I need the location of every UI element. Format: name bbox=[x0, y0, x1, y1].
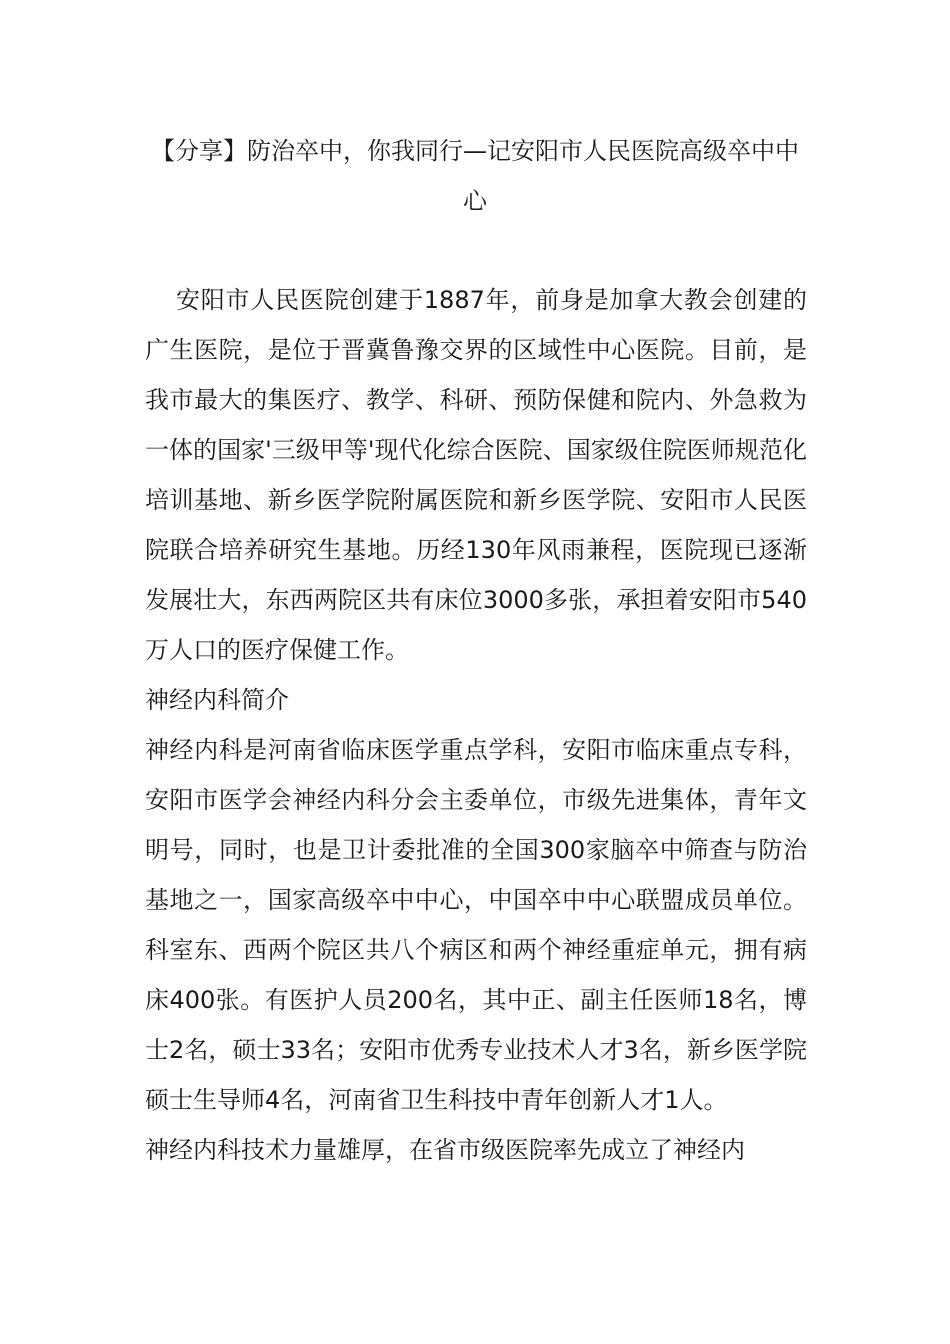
section-heading: 神经内科简介 bbox=[145, 686, 289, 714]
section-paragraph: 神经内科是河南省临床医学重点学科，安阳市临床重点专科，安阳市医学会神经内科分会主委单位，市级先进集体，青年文明号，同时，也是卫计委批准的全国300家脑卒中筛查与防治基地之一，国家高级卒中中心，中国卒中中心联盟成员单位。科室东、西两个院区共八个病区和两个神经重症单元，拥有病床400张。有医护人员200名，其中正、副主任医师18名，博士2名，硕士33名；安阳市优秀专业技术人才3名，新乡医学院硕士生导师4名，河南省卫生科技中青年创新人才1人。 bbox=[145, 736, 807, 1114]
intro-paragraph: 安阳市人民医院创建于1887年，前身是加拿大教会创建的广生医院，是位于晋冀鲁豫交界的区域性中心医院。目前，是我市最大的集医疗、教学、科研、预防保健和院内、外急救为一体的国家'三级甲等'现代化综合医院、国家级住院医师规范化培训基地、新乡医学院附属医院和新乡医学院、安阳市人民医院联合培养研究生基地。历经130年风雨兼程，医院现已逐渐发展壮大，东西两院区共有床位3000多张，承担着安阳市540万人口的医疗保健工作。 bbox=[145, 286, 807, 664]
document-title: 【分享】防治卒中，你我同行—记安阳市人民医院高级卒中中心 bbox=[151, 137, 799, 215]
section-paragraph: 神经内科技术力量雄厚，在省市级医院率先成立了神经内 bbox=[145, 1136, 745, 1164]
document-body bbox=[145, 275, 807, 1175]
